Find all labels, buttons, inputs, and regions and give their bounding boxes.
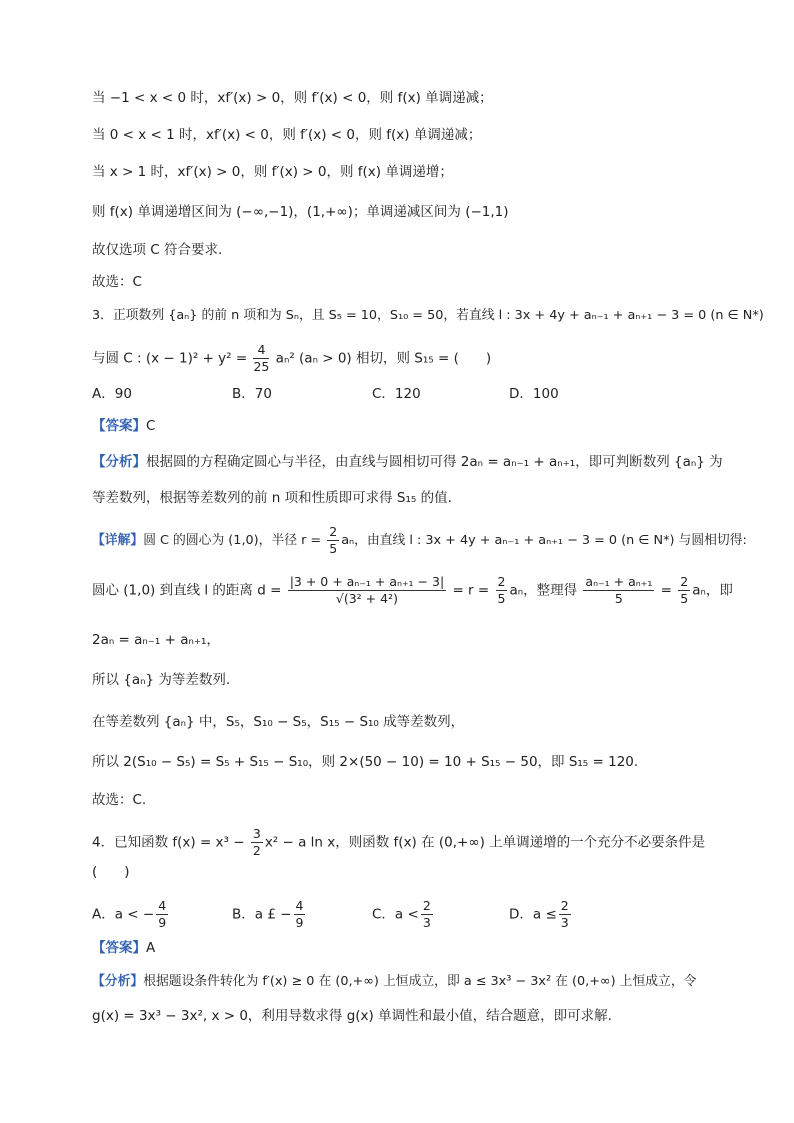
fraction: $\frac{2}{5}$ <box>329 524 338 556</box>
q3-analysis-line1 <box>92 452 734 472</box>
analysis-text: 根据圆的方程确定圆心与半径，由直线与圆相切可得 2aₙ = aₙ₋₁ + aₙ₊₁，即可判断数列 {aₙ} 为 <box>146 454 723 470</box>
text-line: 故选：C <box>92 274 142 290</box>
q3-choose: 故选：C. <box>92 792 147 808</box>
q3-detail-line4: 所以 {aₙ} 为等差数列. <box>92 672 231 688</box>
q4-stem-text: x² − a ln x，则函数 f(x) 在 (0,+∞) 上单调递增的一个充分不必要条件是 <box>264 834 706 851</box>
q3-detail-line2 <box>92 574 734 607</box>
detail-text: aₙ，由直线 l : 3x + 4y + aₙ₋₁ + aₙ₊₁ − 3 = 0 (n ∈ N*) 与圆相切得: <box>341 533 747 548</box>
q3-option-c: C．120 <box>372 386 421 402</box>
q3-detail-line5: 在等差数列 {aₙ} 中，S₅，S₁₀ − S₅，S₁₅ − S₁₀ 成等差数列， <box>92 714 465 730</box>
fraction: $\frac{2}{5}$ <box>680 574 689 606</box>
q3-option-d: D．100 <box>509 386 559 402</box>
q4-option-c: C．a < $\frac{2}{3}$ <box>372 898 431 930</box>
fraction: $\frac{4}{25}$ <box>253 342 270 374</box>
fraction: $\frac{\text{aₙ₋₁ + aₙ₊₁}}{5}$ <box>585 574 653 606</box>
text-line: 则 f(x) 单调递增区间为 (−∞,−1)，(1,+∞)；单调递减区间为 (−1,1) <box>92 204 509 220</box>
text-line: 当 0 < x < 1 时，xf′(x) < 0，则 f′(x) < 0，则 f(x) 单调递减； <box>92 127 482 143</box>
answer-value: A <box>146 940 156 956</box>
fraction: $\frac{2}{5}$ <box>497 574 506 606</box>
q3-detail-line1 <box>92 524 747 557</box>
q3-answer <box>92 416 734 436</box>
detail-text: = <box>660 582 672 599</box>
detail-text: = r = <box>452 582 490 599</box>
answer-tag: 【答案】 <box>92 940 146 956</box>
text-line: 当 −1 < x < 0 时，xf′(x) > 0，则 f′(x) < 0，则 f(x) 单调递减； <box>92 90 493 106</box>
q3-option-a: A．90 <box>92 386 132 402</box>
analysis-tag: 【分析】 <box>92 974 144 989</box>
q3-stem-text: aₙ² (aₙ > 0) 相切，则 S₁₅ = ( ) <box>275 350 492 367</box>
q3-stem-text: 与圆 C : (x − 1)² + y² = <box>92 350 248 367</box>
q3-option-b: B．70 <box>232 386 272 402</box>
q3-stem-line1: 3．正项数列 {aₙ} 的前 n 项和为 Sₙ，且 S₅ = 10，S₁₀ = 50，若直线 l : 3x + 4y + aₙ₋₁ + aₙ₊₁ − 3 = 0 (n ∈ N*) <box>92 308 764 323</box>
q4-answer <box>92 938 734 958</box>
q3-analysis-line2: 等差数列，根据等差数列的前 n 项和性质即可求得 S₁₅ 的值. <box>92 490 452 506</box>
q4-analysis-line2: g(x) = 3x³ − 3x², x > 0，利用导数求得 g(x) 单调性和最小值，结合题意，即可求解. <box>92 1008 612 1024</box>
answer-value: C <box>146 418 156 434</box>
q3-stem-line2 <box>92 342 734 375</box>
q4-analysis-line1 <box>92 972 734 992</box>
text-line: 当 x > 1 时，xf′(x) > 0，则 f′(x) > 0，则 f(x) 单调递增； <box>92 164 453 180</box>
q4-option-d: D．a ≤ $\frac{2}{3}$ <box>509 898 569 930</box>
q4-stem-line1 <box>92 826 734 859</box>
detail-text: 圆 C 的圆心为 (1,0)，半径 r = <box>143 533 322 548</box>
q4-option-b: B．a £ − $\frac{4}{9}$ <box>232 898 304 930</box>
q3-detail-line3: 2aₙ = aₙ₋₁ + aₙ₊₁， <box>92 632 220 648</box>
answer-tag: 【答案】 <box>92 418 146 434</box>
fraction: $\frac{3}{2}$ <box>252 826 261 858</box>
text-line: 故仅选项 C 符合要求. <box>92 242 223 258</box>
detail-tag: 【详解】 <box>92 533 144 548</box>
q3-detail-line6: 所以 2(S₁₀ − S₅) = S₅ + S₁₅ − S₁₀，则 2×(50 − 10) = 10 + S₁₅ − 50，即 S₁₅ = 120. <box>92 754 639 770</box>
detail-text: aₙ，即 <box>692 582 733 599</box>
q4-option-a: A．a < − $\frac{4}{9}$ <box>92 898 167 930</box>
analysis-text: 根据题设条件转化为 f′(x) ≥ 0 在 (0,+∞) 上恒成立，即 a ≤ 3x³ − 3x² 在 (0,+∞) 上恒成立，令 <box>143 974 697 989</box>
fraction: $\frac{\text{|3 + 0 + aₙ₋₁ + aₙ₊₁ − 3|}}{\text{√(3² + 4²)}}$ <box>289 574 445 606</box>
detail-text: aₙ，整理得 <box>509 582 578 599</box>
detail-text: 圆心 (1,0) 到直线 l 的距离 d = <box>92 582 282 599</box>
q4-stem-text: 4．已知函数 f(x) = x³ − <box>92 834 245 851</box>
analysis-tag: 【分析】 <box>92 454 146 470</box>
q4-stem-line2: ( ) <box>92 864 130 880</box>
